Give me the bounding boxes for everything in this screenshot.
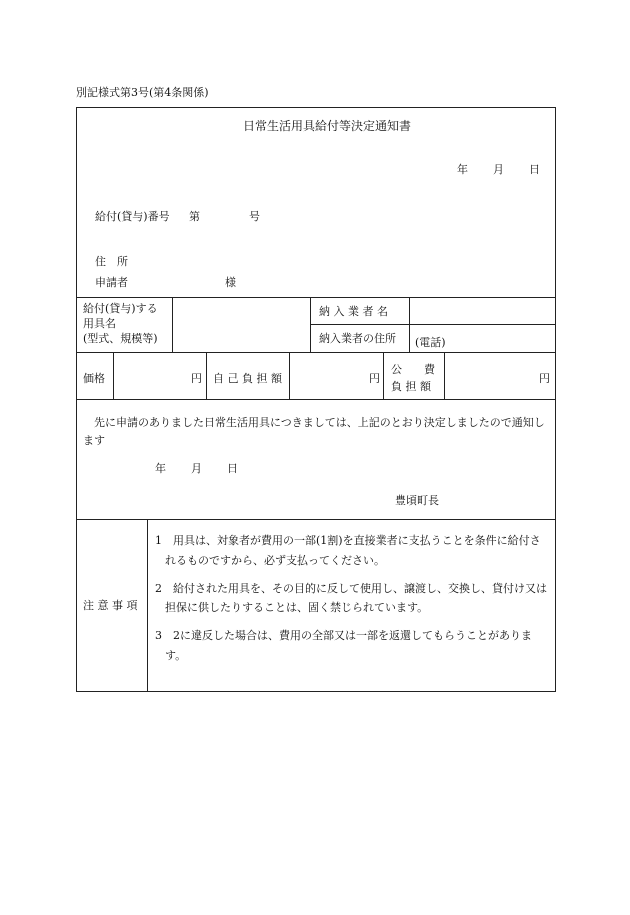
form-reference: 別記様式第3号(第4条関係) bbox=[76, 86, 209, 99]
divider-line bbox=[147, 519, 148, 691]
notice-date-year: 年 bbox=[155, 462, 166, 475]
divider-line bbox=[444, 352, 445, 399]
number-label: 給付(貸与)番号 bbox=[95, 210, 170, 223]
notes-label: 注 意 事 項 bbox=[83, 599, 138, 612]
vendor-address-label: 納入業者の住所 bbox=[319, 332, 396, 345]
note-item: 2 給付された用具を、その目的に反して使用し、譲渡し、交換し、貸付け又は担保に供したりすることは、固く禁じられています。 bbox=[155, 581, 547, 615]
divider-line bbox=[77, 519, 555, 520]
applicant-label: 申請者 bbox=[95, 276, 128, 289]
public-burden-label: 負 担 額 bbox=[391, 380, 431, 393]
date-day: 日 bbox=[529, 163, 540, 176]
address-label: 住 所 bbox=[95, 255, 128, 268]
note-item: 3 2に違反した場合は、費用の全部又は一部を返還してもらうことがあります。 bbox=[155, 629, 532, 662]
notice-form bbox=[76, 107, 556, 692]
divider-line bbox=[289, 352, 290, 399]
vendor-name-label: 納 入 業 者 名 bbox=[319, 305, 388, 318]
price-yen: 円 bbox=[191, 372, 202, 385]
divider-line bbox=[383, 352, 384, 399]
document-title: 日常生活用具給付等決定通知書 bbox=[243, 119, 412, 133]
vendor-phone-label: (電話) bbox=[415, 336, 446, 349]
divider-line bbox=[206, 352, 207, 399]
divider-line bbox=[77, 399, 555, 400]
self-burden-yen: 円 bbox=[369, 372, 380, 385]
self-burden-label: 自 己 負 担 額 bbox=[213, 372, 282, 385]
divider-line bbox=[113, 352, 114, 399]
date-year: 年 bbox=[457, 163, 468, 176]
divider-line bbox=[77, 297, 555, 298]
notice-date-day: 日 bbox=[227, 462, 238, 475]
item-name-label: (型式、規模等) bbox=[83, 332, 158, 345]
divider-line bbox=[172, 297, 173, 352]
issuer: 豊頃町長 bbox=[395, 494, 439, 507]
notice-text: 先に申請のありました日常生活用具につきましては、上記のとおり決定しましたので通知します bbox=[83, 416, 545, 447]
price-label: 価格 bbox=[83, 372, 105, 385]
divider-line bbox=[77, 352, 555, 353]
notes-list bbox=[155, 531, 551, 674]
applicant-sama: 様 bbox=[225, 276, 236, 289]
item-name-label: 用具名 bbox=[83, 317, 116, 330]
note-item: 1 用具は、対象者が費用の一部(1割)を直接業者に支払うことを条件に給付されるものですから、必ず支払ってください。 bbox=[155, 534, 541, 567]
divider-line bbox=[310, 324, 555, 325]
date-month: 月 bbox=[493, 163, 504, 176]
notice-date-month: 月 bbox=[191, 462, 202, 475]
public-burden-yen: 円 bbox=[539, 372, 550, 385]
number-go: 号 bbox=[249, 210, 260, 223]
public-burden-label: 公 費 bbox=[391, 363, 435, 376]
number-dai: 第 bbox=[189, 210, 200, 223]
item-name-label: 給付(貸与)する bbox=[83, 302, 158, 315]
